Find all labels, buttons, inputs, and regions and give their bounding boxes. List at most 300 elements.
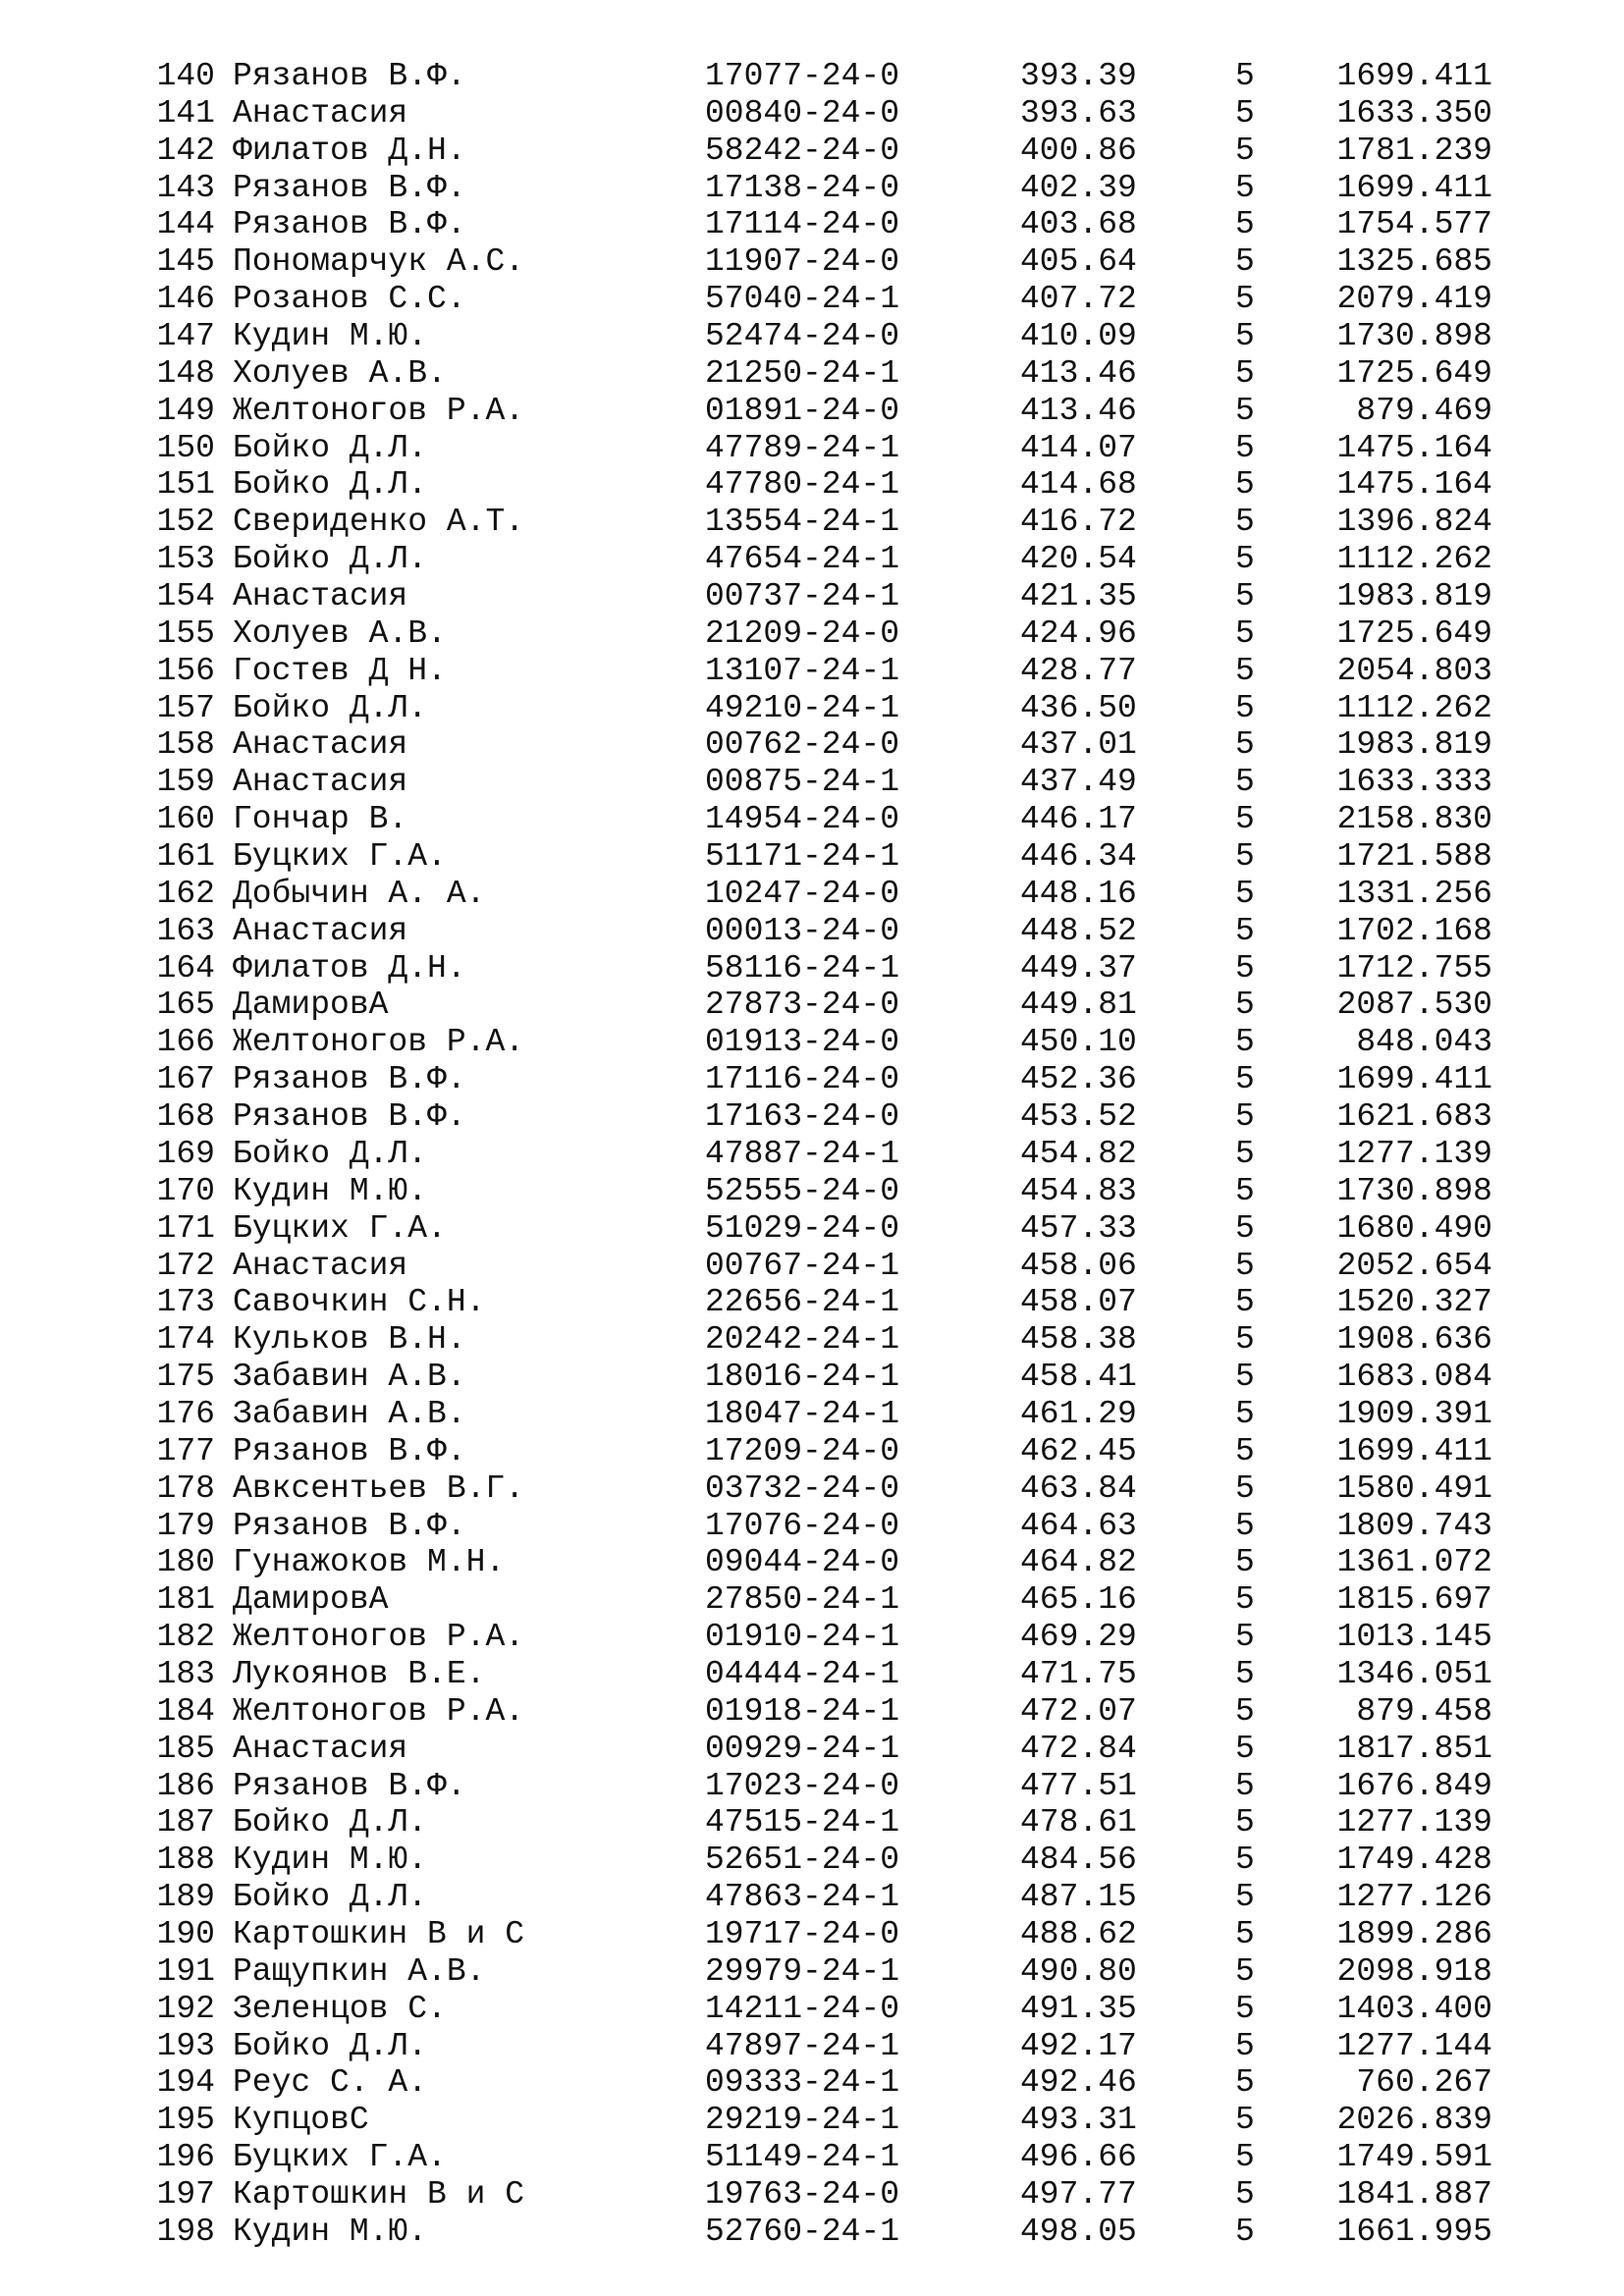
row-value: 446.34 <box>1020 838 1137 876</box>
participant-name: Анастасия <box>233 764 408 801</box>
row-value: 448.52 <box>1020 912 1137 949</box>
row-number: 161 <box>156 838 215 876</box>
participant-name: Филатов Д.Н. <box>233 949 466 987</box>
row-count: 5 <box>1235 2139 1255 2176</box>
row-count: 5 <box>1235 2213 1255 2250</box>
row-total: 760.267 <box>1356 2064 1492 2102</box>
row-number: 141 <box>156 94 215 132</box>
table-row <box>0 1098 1624 1136</box>
row-number: 155 <box>156 614 215 652</box>
row-count: 5 <box>1235 1544 1255 1581</box>
row-value: 484.56 <box>1020 1842 1137 1879</box>
row-value: 414.07 <box>1020 429 1137 466</box>
row-total: 1908.636 <box>1336 1321 1492 1359</box>
row-value: 469.29 <box>1020 1619 1137 1656</box>
record-code: 22656-24-1 <box>705 1284 900 1321</box>
row-number: 190 <box>156 1915 215 1952</box>
row-number: 175 <box>156 1359 215 1396</box>
record-code: 01910-24-1 <box>705 1619 900 1656</box>
table-row <box>0 1581 1624 1619</box>
table-row <box>0 1433 1624 1470</box>
row-total: 1725.649 <box>1336 614 1492 652</box>
table-row <box>0 1210 1624 1248</box>
table-row <box>0 1656 1624 1693</box>
row-number: 185 <box>156 1730 215 1767</box>
row-value: 450.10 <box>1020 1024 1137 1061</box>
row-value: 465.16 <box>1020 1581 1137 1619</box>
row-total: 1580.491 <box>1336 1469 1492 1507</box>
table-row <box>0 1804 1624 1842</box>
table-row <box>0 1544 1624 1581</box>
participant-name: Свериденко А.Т. <box>233 504 525 541</box>
row-value: 458.41 <box>1020 1359 1137 1396</box>
record-code: 00875-24-1 <box>705 764 900 801</box>
participant-name: Рязанов В.Ф. <box>233 1767 466 1804</box>
record-code: 52474-24-0 <box>705 318 900 355</box>
row-total: 1749.428 <box>1336 1842 1492 1879</box>
table-row <box>0 1991 1624 2028</box>
participant-name: ДамировА <box>233 987 389 1024</box>
row-number: 196 <box>156 2139 215 2176</box>
participant-name: Кудин М.Ю. <box>233 2213 428 2250</box>
row-count: 5 <box>1235 1469 1255 1507</box>
record-code: 19717-24-0 <box>705 1915 900 1952</box>
row-number: 178 <box>156 1469 215 1507</box>
record-code: 00840-24-0 <box>705 94 900 132</box>
row-value: 453.52 <box>1020 1098 1137 1136</box>
participant-name: Рязанов В.Ф. <box>233 1098 466 1136</box>
row-total: 1817.851 <box>1336 1730 1492 1767</box>
row-value: 498.05 <box>1020 2213 1137 2250</box>
table-row <box>0 355 1624 393</box>
row-count: 5 <box>1235 1730 1255 1767</box>
participant-name: Буцких Г.А. <box>233 2139 447 2176</box>
row-value: 413.46 <box>1020 392 1137 429</box>
record-code: 18047-24-1 <box>705 1395 900 1432</box>
row-total: 879.458 <box>1356 1692 1492 1730</box>
results-listing <box>0 58 1624 2251</box>
participant-name: Анастасия <box>233 726 408 764</box>
row-count: 5 <box>1235 541 1255 578</box>
record-code: 49210-24-1 <box>705 689 900 726</box>
row-total: 1781.239 <box>1336 132 1492 169</box>
participant-name: Холуев А.В. <box>233 354 447 392</box>
participant-name: Зеленцов С. <box>233 1990 447 2027</box>
record-code: 09333-24-1 <box>705 2064 900 2102</box>
row-number: 177 <box>156 1432 215 1469</box>
row-value: 393.39 <box>1020 58 1137 94</box>
row-count: 5 <box>1235 1098 1255 1136</box>
record-code: 17163-24-0 <box>705 1098 900 1136</box>
row-total: 1676.849 <box>1336 1767 1492 1804</box>
record-code: 47654-24-1 <box>705 541 900 578</box>
record-code: 47863-24-1 <box>705 1879 900 1916</box>
row-total: 1730.898 <box>1336 1172 1492 1209</box>
participant-name: Бойко Д.Л. <box>233 689 428 726</box>
row-total: 1680.490 <box>1336 1209 1492 1247</box>
row-value: 463.84 <box>1020 1469 1137 1507</box>
row-count: 5 <box>1235 2102 1255 2139</box>
row-value: 457.33 <box>1020 1209 1137 1247</box>
row-count: 5 <box>1235 949 1255 987</box>
participant-name: Холуев А.В. <box>233 614 447 652</box>
table-row <box>0 801 1624 838</box>
row-count: 5 <box>1235 1655 1255 1692</box>
participant-name: Пономарчук А.С. <box>233 243 525 281</box>
participant-name: Гунажоков М.Н. <box>233 1544 506 1581</box>
table-row <box>0 653 1624 690</box>
row-count: 5 <box>1235 132 1255 169</box>
record-code: 21250-24-1 <box>705 354 900 392</box>
participant-name: Гостев Д Н. <box>233 652 447 689</box>
row-number: 149 <box>156 392 215 429</box>
row-number: 183 <box>156 1655 215 1692</box>
table-row <box>0 1953 1624 1991</box>
row-value: 492.46 <box>1020 2064 1137 2102</box>
row-total: 879.469 <box>1356 392 1492 429</box>
participant-name: Реус С. А. <box>233 2064 428 2102</box>
table-row <box>0 1024 1624 1061</box>
row-count: 5 <box>1235 1172 1255 1209</box>
record-code: 00767-24-1 <box>705 1247 900 1284</box>
table-row <box>0 318 1624 355</box>
participant-name: Рязанов В.Ф. <box>233 1061 466 1098</box>
row-number: 143 <box>156 169 215 206</box>
row-count: 5 <box>1235 392 1255 429</box>
table-row <box>0 466 1624 504</box>
row-count: 5 <box>1235 1767 1255 1804</box>
record-code: 13107-24-1 <box>705 652 900 689</box>
row-count: 5 <box>1235 1209 1255 1247</box>
row-count: 5 <box>1235 466 1255 504</box>
row-number: 152 <box>156 504 215 541</box>
row-total: 1277.139 <box>1336 1804 1492 1842</box>
row-count: 5 <box>1235 875 1255 912</box>
row-value: 464.63 <box>1020 1507 1137 1544</box>
row-number: 164 <box>156 949 215 987</box>
row-value: 393.63 <box>1020 94 1137 132</box>
participant-name: Забавин А.В. <box>233 1395 466 1432</box>
participant-name: Картошкин В и С <box>233 2175 525 2213</box>
row-total: 1983.819 <box>1336 578 1492 615</box>
record-code: 04444-24-1 <box>705 1655 900 1692</box>
row-value: 416.72 <box>1020 504 1137 541</box>
table-row <box>0 95 1624 133</box>
row-total: 1699.411 <box>1336 58 1492 94</box>
table-row <box>0 1916 1624 1953</box>
participant-name: Анастасия <box>233 1247 408 1284</box>
row-number: 172 <box>156 1247 215 1284</box>
participant-name: Бойко Д.Л. <box>233 1135 428 1172</box>
row-number: 158 <box>156 726 215 764</box>
row-count: 5 <box>1235 838 1255 876</box>
table-row <box>0 1619 1624 1656</box>
row-value: 449.37 <box>1020 949 1137 987</box>
row-total: 1112.262 <box>1336 541 1492 578</box>
participant-name: Бойко Д.Л. <box>233 1879 428 1916</box>
row-value: 472.84 <box>1020 1730 1137 1767</box>
row-total: 1699.411 <box>1336 1061 1492 1098</box>
row-number: 184 <box>156 1692 215 1730</box>
table-row <box>0 1768 1624 1805</box>
participant-name: Желтоногов Р.А. <box>233 1692 525 1730</box>
row-number: 180 <box>156 1544 215 1581</box>
row-number: 151 <box>156 466 215 504</box>
row-value: 491.35 <box>1020 1990 1137 2027</box>
row-value: 493.31 <box>1020 2102 1137 2139</box>
row-value: 471.75 <box>1020 1655 1137 1692</box>
record-code: 21209-24-0 <box>705 614 900 652</box>
row-number: 163 <box>156 912 215 949</box>
table-row <box>0 1842 1624 1879</box>
record-code: 17076-24-0 <box>705 1507 900 1544</box>
row-number: 173 <box>156 1284 215 1321</box>
row-count: 5 <box>1235 2027 1255 2064</box>
row-count: 5 <box>1235 1135 1255 1172</box>
row-value: 403.68 <box>1020 206 1137 243</box>
record-code: 11907-24-0 <box>705 243 900 281</box>
row-total: 1983.819 <box>1336 726 1492 764</box>
row-total: 2098.918 <box>1336 1952 1492 1990</box>
row-number: 187 <box>156 1804 215 1842</box>
participant-name: Анастасия <box>233 94 408 132</box>
table-row <box>0 1508 1624 1545</box>
row-total: 1841.887 <box>1336 2175 1492 2213</box>
row-total: 1699.411 <box>1336 169 1492 206</box>
row-value: 458.38 <box>1020 1321 1137 1359</box>
row-count: 5 <box>1235 1879 1255 1916</box>
row-value: 454.83 <box>1020 1172 1137 1209</box>
row-value: 405.64 <box>1020 243 1137 281</box>
row-number: 168 <box>156 1098 215 1136</box>
row-value: 448.16 <box>1020 875 1137 912</box>
row-total: 1754.577 <box>1336 206 1492 243</box>
row-count: 5 <box>1235 1804 1255 1842</box>
record-code: 58242-24-0 <box>705 132 900 169</box>
row-value: 400.86 <box>1020 132 1137 169</box>
row-number: 181 <box>156 1581 215 1619</box>
row-value: 492.17 <box>1020 2027 1137 2064</box>
record-code: 17114-24-0 <box>705 206 900 243</box>
record-code: 17116-24-0 <box>705 1061 900 1098</box>
row-value: 410.09 <box>1020 318 1137 355</box>
row-total: 1702.168 <box>1336 912 1492 949</box>
row-count: 5 <box>1235 2175 1255 2213</box>
row-count: 5 <box>1235 1507 1255 1544</box>
row-count: 5 <box>1235 318 1255 355</box>
table-row <box>0 170 1624 207</box>
row-value: 402.39 <box>1020 169 1137 206</box>
row-total: 1721.588 <box>1336 838 1492 876</box>
record-code: 00929-24-1 <box>705 1730 900 1767</box>
record-code: 00013-24-0 <box>705 912 900 949</box>
row-total: 1403.400 <box>1336 1990 1492 2027</box>
record-code: 20242-24-1 <box>705 1321 900 1359</box>
participant-name: Рязанов В.Ф. <box>233 206 466 243</box>
row-value: 464.82 <box>1020 1544 1137 1581</box>
row-total: 1633.333 <box>1336 764 1492 801</box>
row-total: 1277.139 <box>1336 1135 1492 1172</box>
record-code: 51029-24-0 <box>705 1209 900 1247</box>
row-count: 5 <box>1235 689 1255 726</box>
participant-name: ДамировА <box>233 1581 389 1619</box>
participant-name: Забавин А.В. <box>233 1359 466 1396</box>
table-row <box>0 615 1624 653</box>
table-row <box>0 1879 1624 1916</box>
table-row <box>0 243 1624 281</box>
table-row <box>0 2102 1624 2139</box>
record-code: 17023-24-0 <box>705 1767 900 1804</box>
record-code: 18016-24-1 <box>705 1359 900 1396</box>
table-row <box>0 1359 1624 1396</box>
participant-name: Анастасия <box>233 578 408 615</box>
row-count: 5 <box>1235 1395 1255 1432</box>
table-row <box>0 764 1624 801</box>
table-row <box>0 913 1624 950</box>
record-code: 52760-24-1 <box>705 2213 900 2250</box>
row-count: 5 <box>1235 652 1255 689</box>
row-value: 424.96 <box>1020 614 1137 652</box>
row-number: 146 <box>156 281 215 318</box>
row-count: 5 <box>1235 1284 1255 1321</box>
record-code: 13554-24-1 <box>705 504 900 541</box>
row-total: 1899.286 <box>1336 1915 1492 1952</box>
row-value: 428.77 <box>1020 652 1137 689</box>
row-count: 5 <box>1235 2064 1255 2102</box>
row-value: 437.01 <box>1020 726 1137 764</box>
table-row <box>0 987 1624 1024</box>
record-code: 57040-24-1 <box>705 281 900 318</box>
row-total: 1277.144 <box>1336 2027 1492 2064</box>
participant-name: Рязанов В.Ф. <box>233 58 466 94</box>
row-count: 5 <box>1235 243 1255 281</box>
record-code: 01918-24-1 <box>705 1692 900 1730</box>
row-total: 1112.262 <box>1336 689 1492 726</box>
table-row <box>0 2214 1624 2251</box>
table-row <box>0 838 1624 876</box>
row-value: 420.54 <box>1020 541 1137 578</box>
row-count: 5 <box>1235 578 1255 615</box>
record-code: 17209-24-0 <box>705 1432 900 1469</box>
row-value: 472.07 <box>1020 1692 1137 1730</box>
table-row <box>0 690 1624 727</box>
row-value: 414.68 <box>1020 466 1137 504</box>
table-row <box>0 1693 1624 1731</box>
row-number: 174 <box>156 1321 215 1359</box>
table-row <box>0 1284 1624 1321</box>
row-value: 458.06 <box>1020 1247 1137 1284</box>
participant-name: Савочкин С.Н. <box>233 1284 486 1321</box>
participant-name: Рязанов В.Ф. <box>233 1432 466 1469</box>
record-code: 47515-24-1 <box>705 1804 900 1842</box>
row-count: 5 <box>1235 429 1255 466</box>
row-number: 160 <box>156 801 215 838</box>
row-value: 462.45 <box>1020 1432 1137 1469</box>
row-total: 1683.084 <box>1336 1359 1492 1396</box>
record-code: 17077-24-0 <box>705 58 900 94</box>
row-total: 1621.683 <box>1336 1098 1492 1136</box>
row-total: 2026.839 <box>1336 2102 1492 2139</box>
participant-name: Желтоногов Р.А. <box>233 1024 525 1061</box>
row-number: 145 <box>156 243 215 281</box>
row-count: 5 <box>1235 504 1255 541</box>
row-value: 436.50 <box>1020 689 1137 726</box>
row-total: 1749.591 <box>1336 2139 1492 2176</box>
row-value: 452.36 <box>1020 1061 1137 1098</box>
record-code: 29979-24-1 <box>705 1952 900 1990</box>
row-number: 148 <box>156 354 215 392</box>
row-number: 182 <box>156 1619 215 1656</box>
participant-name: Гончар В. <box>233 801 408 838</box>
record-code: 52555-24-0 <box>705 1172 900 1209</box>
row-count: 5 <box>1235 1619 1255 1656</box>
participant-name: Буцких Г.А. <box>233 1209 447 1247</box>
row-value: 421.35 <box>1020 578 1137 615</box>
table-row <box>0 726 1624 764</box>
table-row <box>0 2176 1624 2214</box>
record-code: 27873-24-0 <box>705 987 900 1024</box>
record-code: 03732-24-0 <box>705 1469 900 1507</box>
row-number: 154 <box>156 578 215 615</box>
participant-name: Анастасия <box>233 912 408 949</box>
row-value: 407.72 <box>1020 281 1137 318</box>
row-number: 193 <box>156 2027 215 2064</box>
row-count: 5 <box>1235 169 1255 206</box>
table-row <box>0 281 1624 318</box>
participant-name: Картошкин В и С <box>233 1915 525 1952</box>
row-value: 437.49 <box>1020 764 1137 801</box>
record-code: 47780-24-1 <box>705 466 900 504</box>
table-row <box>0 1248 1624 1285</box>
row-number: 156 <box>156 652 215 689</box>
row-count: 5 <box>1235 1432 1255 1469</box>
row-value: 449.81 <box>1020 987 1137 1024</box>
row-total: 1331.256 <box>1336 875 1492 912</box>
table-row <box>0 876 1624 913</box>
participant-name: КупцовС <box>233 2102 369 2139</box>
table-row <box>0 2064 1624 2102</box>
participant-name: Ращупкин А.В. <box>233 1952 486 1990</box>
record-code: 51171-24-1 <box>705 838 900 876</box>
row-count: 5 <box>1235 1061 1255 1098</box>
table-row <box>0 1321 1624 1359</box>
record-code: 47897-24-1 <box>705 2027 900 2064</box>
row-number: 176 <box>156 1395 215 1432</box>
row-count: 5 <box>1235 987 1255 1024</box>
row-value: 454.82 <box>1020 1135 1137 1172</box>
participant-name: Рязанов В.Ф. <box>233 1507 466 1544</box>
row-number: 171 <box>156 1209 215 1247</box>
row-total: 1661.995 <box>1336 2213 1492 2250</box>
participant-name: Желтоногов Р.А. <box>233 1619 525 1656</box>
row-total: 2052.654 <box>1336 1247 1492 1284</box>
table-row <box>0 58 1624 95</box>
row-number: 186 <box>156 1767 215 1804</box>
row-total: 1909.391 <box>1336 1395 1492 1432</box>
row-total: 1013.145 <box>1336 1619 1492 1656</box>
row-count: 5 <box>1235 1842 1255 1879</box>
row-total: 1712.755 <box>1336 949 1492 987</box>
row-number: 147 <box>156 318 215 355</box>
row-value: 477.51 <box>1020 1767 1137 1804</box>
row-value: 497.77 <box>1020 2175 1137 2213</box>
row-count: 5 <box>1235 58 1255 94</box>
record-code: 14954-24-0 <box>705 801 900 838</box>
table-row <box>0 133 1624 170</box>
table-row <box>0 504 1624 541</box>
participant-name: Филатов Д.Н. <box>233 132 466 169</box>
row-number: 165 <box>156 987 215 1024</box>
